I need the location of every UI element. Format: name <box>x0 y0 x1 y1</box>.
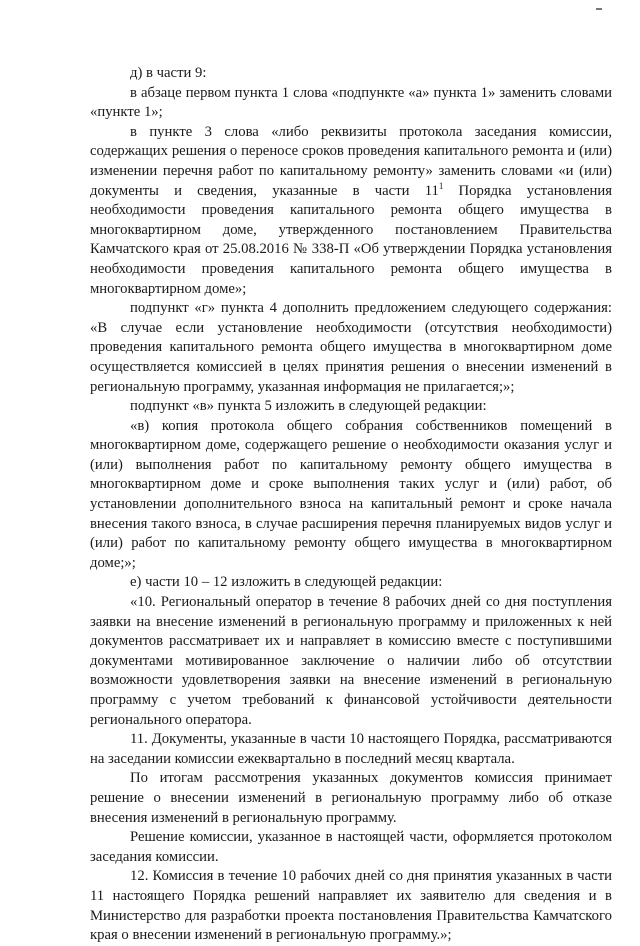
paragraph-part-12: 12. Комиссия в течение 10 рабочих дней со дня принятия указанных в части 11 настоящего Порядка решений направляет их заявителю для сведения и в Министерство для разработки проекта постановления Правительства Камчатского края о внесении изменений в региональную программу.»; <box>90 868 612 944</box>
paragraph-protocol: Решение комиссии, указанное в настоящей части, оформляется протоколом заседания комиссии. <box>90 829 612 865</box>
paragraph-subpoint-g: подпункт «г» пункта 4 дополнить предложением следующего содержания: «В случае если установление необходимости (отсутствия необходимости) проведения капитального ремонта общего имущества в многоквартирном доме осуществляется комиссией в целях принятия решения о внесении изменений в региональную программу, указанная информация не прилагается;»; <box>90 300 612 395</box>
superscript-marker: 1 <box>438 180 444 191</box>
paragraph-part-9: д) в части 9: <box>130 65 207 81</box>
paragraph-subpoint-v-intro: подпункт «в» пункта 5 изложить в следующей редакции: <box>130 398 487 415</box>
paragraph-point-3-tail: Порядка установления необходимости проведения капитального ремонта общего имущества в многоквартирном доме, утвержденного постановлением Правительства Камчатского края от 25.08.2016 № 338-П «Об утверждении Порядка установления необходимости проведения капитального ремонта общего имущества в многоквартирном доме»; <box>90 182 612 297</box>
paragraph-point-3-amendment <box>90 123 612 299</box>
paragraph-point-1-amendment: в абзаце первом пункта 1 слова «подпункте «а» пункта 1» заменить словами «пункте 1»; <box>90 84 612 121</box>
page-corner-mark <box>596 8 602 10</box>
paragraph-subpoint-v-text: «в) копия протокола общего собрания собственников помещений в многоквартирном доме, содержащего решение о необходимости оказания услуг и (или) выполнения работ по капитальному ремонту общего имущества в многоквартирном доме и сроке выполнения таких услуг и (или) работ, об установлении дополнительного взноса на капитальный ремонт и сроке начала внесения такого взноса, в случае расширения перечня планируемых видов услуг и (или) работ по капитальному ремонту общего имущества в многоквартирном доме;»; <box>90 417 612 571</box>
paragraph-point-3-text: в пункте 3 слова «либо реквизиты протокола заседания комиссии, содержащих решения о переносе сроков проведения капитального ремонта и (или) изменении перечня работ по капитальному ремонту» заменить словами «и (или) документы и сведения, указанные в части 11 <box>90 123 612 199</box>
paragraph-part-11: 11. Документы, указанные в части 10 настоящего Порядка, рассматриваются на заседании комиссии ежеквартально в последний месяц квартала. <box>90 731 612 767</box>
paragraph-part-10: «10. Региональный оператор в течение 8 рабочих дней со дня поступления заявки на внесение изменений в региональную программу и приложенных к ней документов рассматривает их и направляет в комиссию вместе с поступившими документами мотивированное заключение о наличии либо об отсутствии возможности удовлетворения заявки на внесение изменений в региональную программу с учетом требований к финансовой устойчивости деятельности регионального оператора. <box>90 594 612 728</box>
paragraph-commission-decision: По итогам рассмотрения указанных документов комиссия принимает решение о внесении изменений в региональную программу либо об отказе внесения изменений в региональную программу. <box>90 770 612 826</box>
document-body <box>90 64 612 946</box>
paragraph-parts-10-12-intro: е) части 10 – 12 изложить в следующей редакции: <box>130 574 443 591</box>
